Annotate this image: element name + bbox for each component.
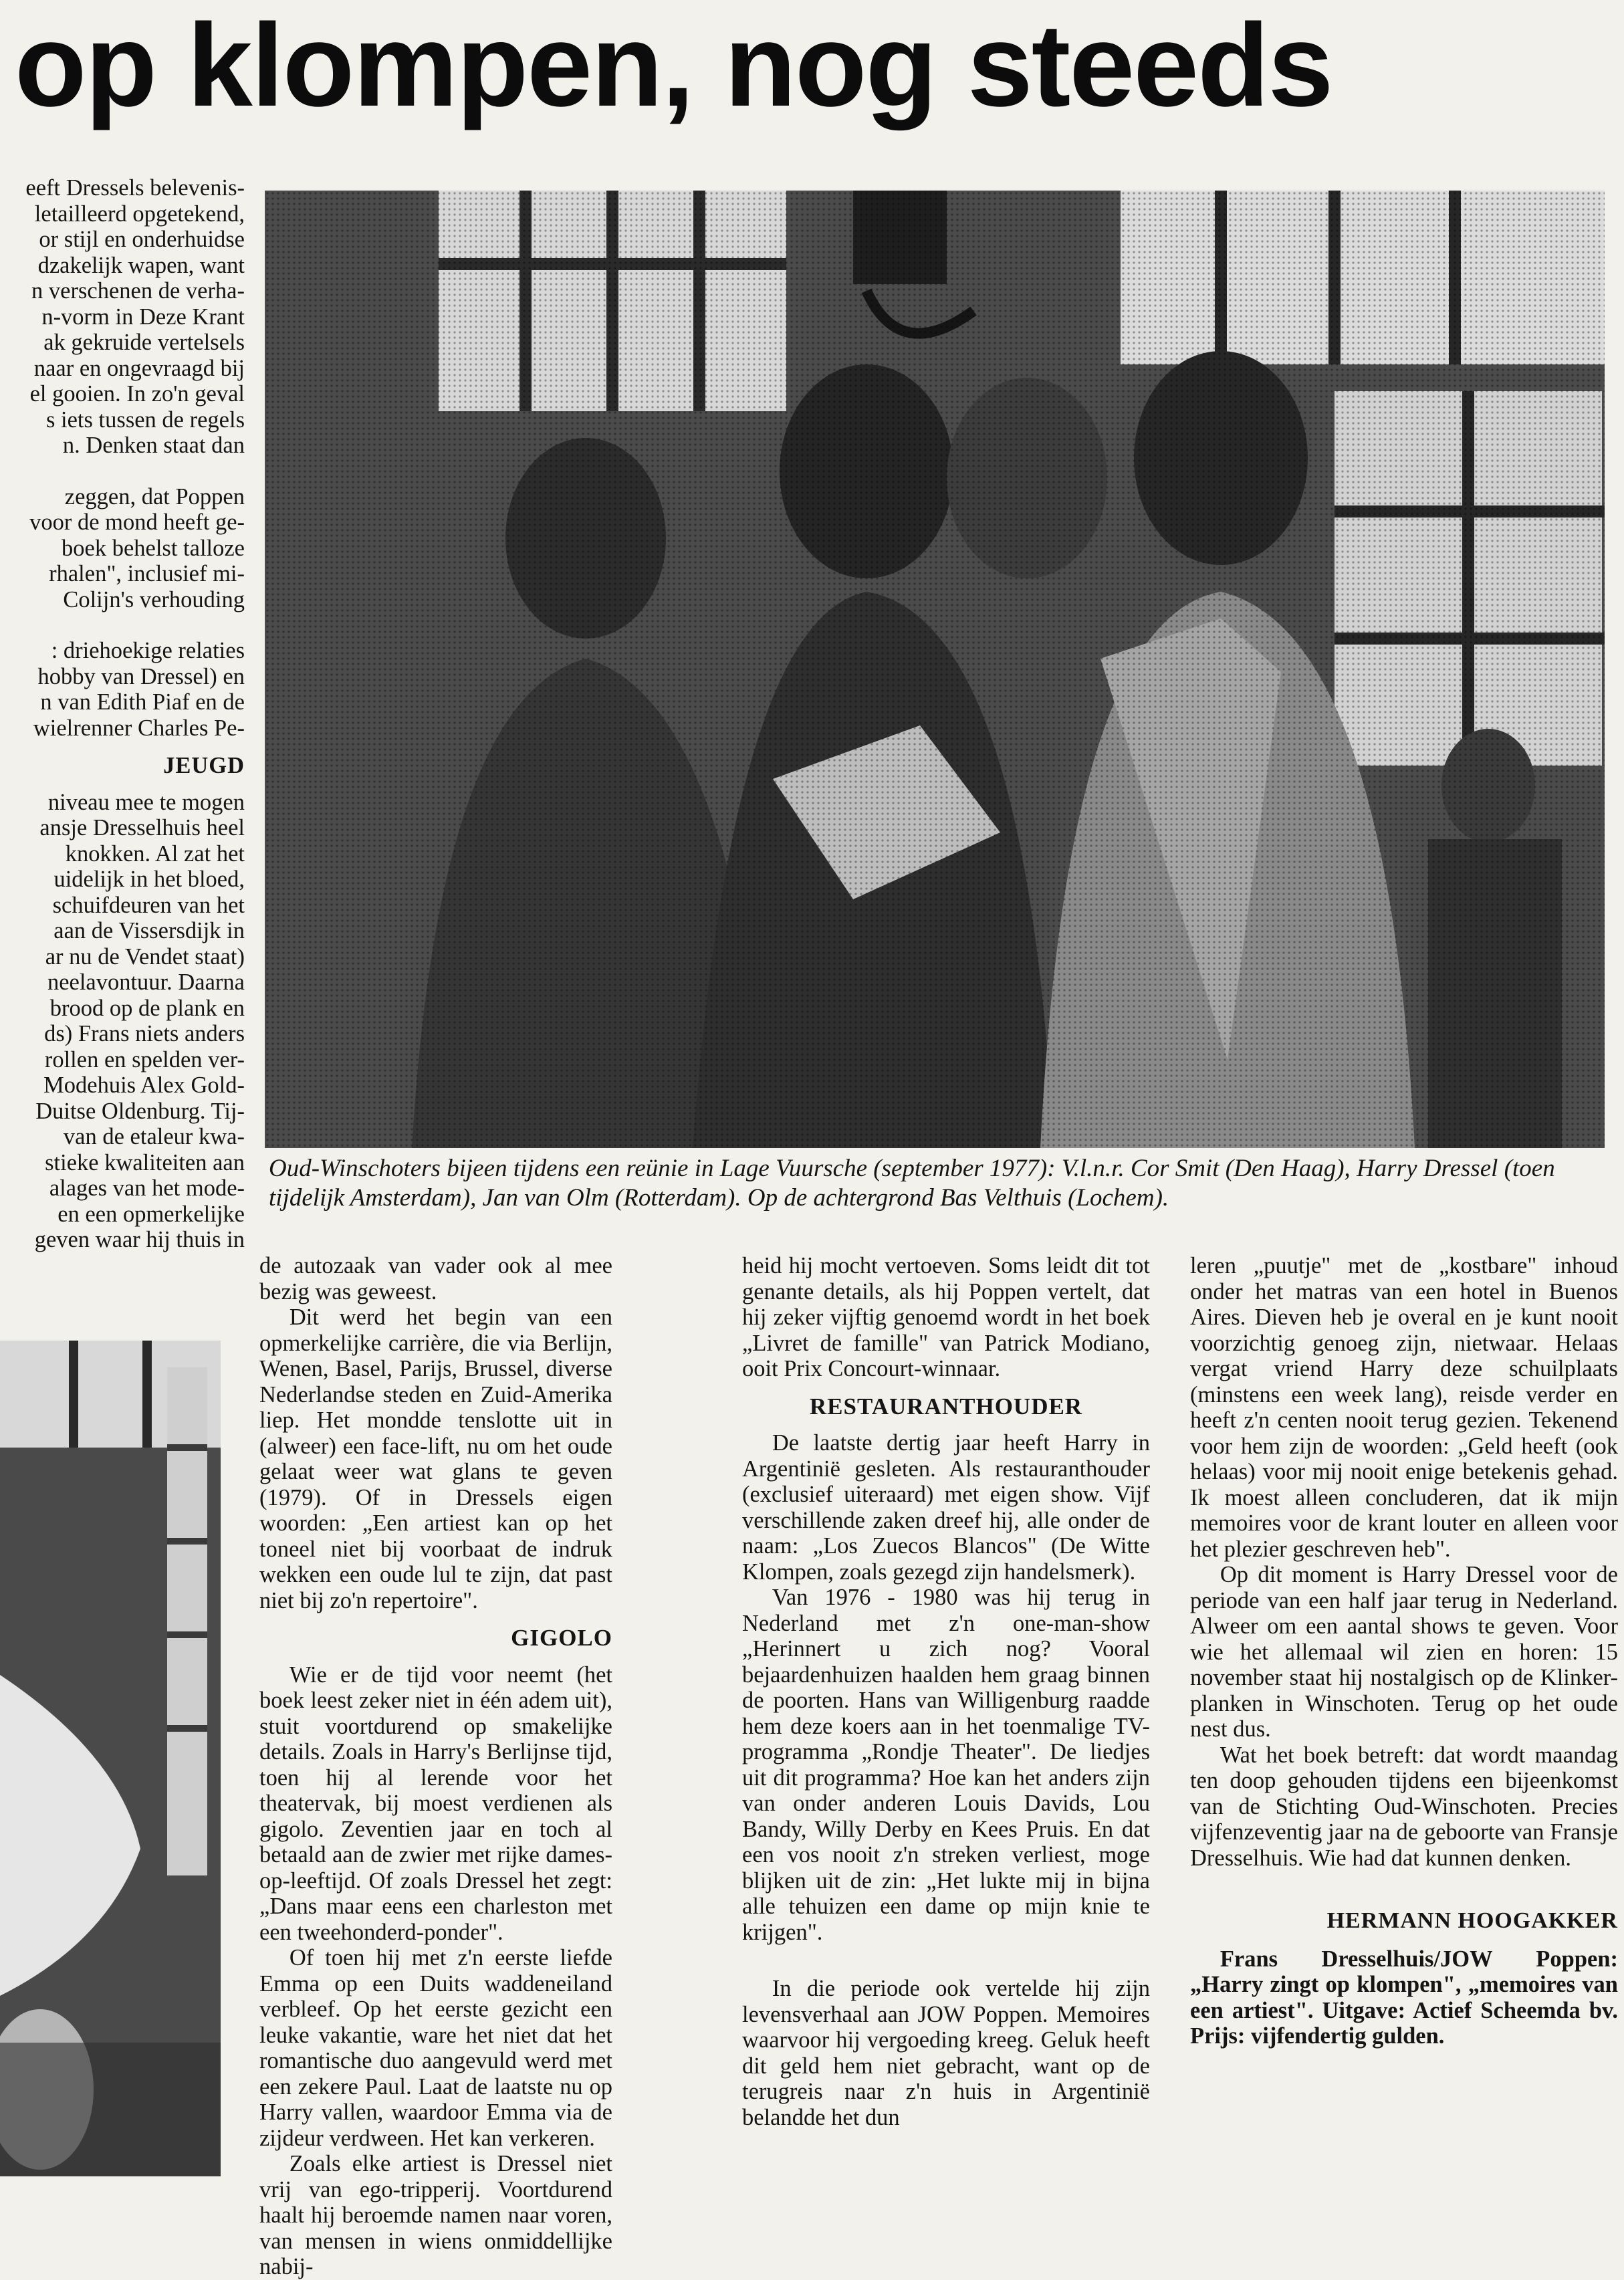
left-column-line: schuifdeuren van het <box>52 892 245 918</box>
left-column-line: rhalen", inclusief mi- <box>49 561 245 586</box>
small-photo-graphic <box>0 1341 221 2176</box>
left-lines-mid2 <box>0 638 245 741</box>
left-column-line: neelavontuur. Daarna <box>47 970 245 995</box>
left-column-line: wielrenner Charles Pe- <box>33 715 245 741</box>
author-byline: HERMANN HOOGAKKER <box>1326 1908 1618 1933</box>
left-column-line: ak gekruide vertelsels <box>43 330 245 355</box>
left-column-line: en een opmerkelijke <box>57 1201 245 1227</box>
left-column-line: boek behelst talloze <box>62 535 245 561</box>
article-column-2 <box>259 1253 612 2279</box>
left-column-line: dzakelijk wapen, want <box>37 252 245 278</box>
left-column-line: alages van het mode- <box>49 1175 245 1201</box>
left-column-line: voor de mond heeft ge- <box>29 509 245 535</box>
left-column-line: zeggen, dat Poppen <box>64 483 245 509</box>
left-column-line: : driehoekige relaties <box>51 638 245 663</box>
headline: op klompen, nog steeds <box>15 0 1332 131</box>
left-column-line: Modehuis Alex Gold- <box>43 1072 245 1098</box>
left-column-line: eeft Dressels belevenis- <box>25 175 245 201</box>
left-subheading: JEUGD <box>163 753 245 778</box>
col4-para-2: Op dit moment is Harry Dressel voor de periode van een half jaar terug in Nederland. Alweer om een aantal shows te geven. Voor wie het allemaal wil zien en horen: 15 november staat hij nostalgisch op de Klinker-planken in Winschoten. Terug op het oude nest dus. <box>1190 1562 1618 1742</box>
left-column-line: el gooien. In zo'n geval <box>29 381 245 407</box>
left-column-line: naar en ongevraagd bij <box>33 355 245 381</box>
left-lines-bottom <box>0 790 245 1253</box>
col3-para-1: heid hij mocht vertoeven. Soms leidt dit tot genante details, als hij Poppen vertelt, dat hij zeker vijftig genoemd wordt in het boek „Livret de famille" van Patrick Modiano, ooit Prix Concourt-winnaar. <box>742 1253 1150 1381</box>
left-column-line: n verschenen de verha- <box>31 278 245 304</box>
left-column-line: niveau mee te mogen <box>47 789 245 815</box>
left-column-line: n. Denken staat dan <box>62 433 245 458</box>
left-column-line: hobby van Dressel) en <box>37 663 245 689</box>
photo-caption: Oud-Winschoters bijeen tijdens een reünie in Lage Vuursche (september 1977): V.l.n.r. Cor Smit (Den Haag), Harry Dressel (toen tijdelijk Amsterdam), Jan van Olm (Rotterdam). Op de achtergrond Bas Velthuis (Lochem). <box>269 1155 1555 1212</box>
small-photo <box>0 1341 221 2176</box>
left-column-line: n-vorm in Deze Krant <box>41 304 245 330</box>
left-column-line: uidelijk in het bloed, <box>53 867 245 892</box>
col2-para-5: Zoals elke artiest is Dressel niet vrij van ego-tripperij. Voortdurend haalt hij beroemde namen naar voren, van mensen in wiens onmiddellijke nabij- <box>259 2151 612 2279</box>
article-column-4 <box>1190 1253 1618 2243</box>
left-column-line: aan de Vissersdijk in <box>53 918 245 943</box>
left-column-line: or stijl en onderhuidse <box>39 227 245 252</box>
col3-para-2: De laatste dertig jaar heeft Harry in Argentinië gesleten. Als restauranthouder (exclusief uiteraard) met eigen show. Vijf verschillende zaken dreef hij, alle onder de naam: „Los Zuecos Blancos" (De Witte Klompen, zoals gezegd zijn handelsmerk). <box>742 1430 1150 1585</box>
col3-para-4: In die periode ook vertelde hij zijn levensverhaal aan JOW Poppen. Memoires waarvoor hij vergoeding kreeg. Geluk heeft dit geld hem niet gebracht, want op de terugreis naar z'n huis in Argentinië belandde het dun <box>742 1976 1150 2130</box>
left-column-fragment <box>0 175 245 1325</box>
col2-subheading: GIGOLO <box>511 1625 612 1651</box>
col2-para-3: Wie er de tijd voor neemt (het boek leest zeker niet in één adem uit), stuit voortdurend op smakelijke details. Zoals in Harry's Berlijnse tijd, toen hij al lerende voor het theatervak, bij moest verdienen als gigolo. Zeventien jaar en toch al betaald aan de zwier met rijke dames-op-leeftijd. Of zoals Dressel het zegt: „Dans maar eens een charleston met een tweehonderd-ponder". <box>259 1662 612 1945</box>
left-lines-top <box>0 175 245 459</box>
left-column-line: s iets tussen de regels <box>45 407 245 433</box>
col3-para-3: Van 1976 - 1980 was hij terug in Nederland met z'n one-man-show „Herinnert u zich nog? Vooral bejaardenhuizen haalden hem graag binnen de poorten. Hans van Willigenburg raadde hem deze koers aan in het toenmalige TV-programma „Rondje Theater". De liedjes uit dit programma? Hoe kan het anders zijn van onder anderen Louis Davids, Lou Bandy, Willy Derby en Kees Pruis. En dat een vos nooit z'n streken verliest, moge blijken uit de zin: „Het lukte mij in bijna alle tehuizen een dame op mijn knie te krijgen". <box>742 1585 1150 1945</box>
left-column-line: geven waar hij thuis in <box>34 1227 245 1252</box>
left-column-line: ar nu de Vendet staat) <box>45 943 245 970</box>
book-info: Frans Dresselhuis/JOW Poppen: „Harry zingt op klompen", „memoires van een artiest". Uitgave: Actief Scheemda bv. Prijs: vijfendertig gulden. <box>1190 1946 1618 2049</box>
left-column-line: brood op de plank en <box>49 995 245 1021</box>
left-column-line: letailleerd opgetekend, <box>34 201 245 227</box>
reunion-photo-graphic <box>265 191 1605 1148</box>
left-column-line: knokken. Al zat het <box>65 840 245 867</box>
left-column-line: rollen en spelden ver- <box>44 1046 245 1072</box>
left-column-line: van de etaleur kwa- <box>63 1124 245 1149</box>
col2-para-4: Of toen hij met z'n eerste liefde Emma op een Duits waddeneiland verbleef. Op het eerste gezicht een leuke vakantie, ware het niet dat het romantische duo aangevuld werd met een zekere Paul. Laat de laatste nu op Harry vallen, waardoor Emma via de zijdeur verdween. Het kan verkeren. <box>259 1945 612 2151</box>
col2-para-2: Dit werd het begin van een opmerkelijke carrière, die via Berlijn, Wenen, Basel, Parijs, Brussel, diverse Nederlandse steden en Zuid-Amerika liep. Het mondde tenslotte uit in (alweer) een face-lift, nu om het oude gelaat weer wat glans te geven (1979). Of in Dressels eigen woorden: „Een artiest kan op het toneel niet bij voorbaat de indruk wekken een oude lul te zijn, dat past niet bij zo'n repertoire". <box>259 1304 612 1613</box>
left-column-line: stieke kwaliteiten aan <box>45 1149 245 1175</box>
col4-para-3: Wat het boek betreft: dat wordt maandag ten doop gehouden tijdens een bijeenkomst van de Stichting Oud-Winschoten. Precies vijfenzeventig jaar na de geboorte van Fransje Dresselhuis. Wie had dat kunnen denken. <box>1190 1742 1618 1871</box>
left-column-line: ansje Dresselhuis heel <box>39 815 245 840</box>
left-column-line: Duitse Oldenburg. Tij- <box>35 1098 245 1124</box>
col4-para-1: leren „puutje" met de „kostbare" inhoud onder het matras van een hotel in Buenos Aires. Dieven heb je overal en je kunt nooit voorzichtig genoeg zijn, nietwaar. Helaas vergat vriend Harry deze schuilplaats (minstens een week lang), reisde verder en heeft z'n centen nooit terug gezien. Tekenend voor hem zijn de woorden: „Geld heeft (ook helaas) voor mij nooit enige betekenis gehad. Ik moest alleen concluderen, dat ik mijn memoires voor de krant louter en alleen voor het plezier geschreven heb". <box>1190 1253 1618 1562</box>
left-lines-mid1 <box>0 484 245 613</box>
left-column-line: Colijn's verhouding <box>63 586 245 612</box>
left-column-line: ds) Frans niets anders <box>44 1021 245 1046</box>
article-column-3 <box>742 1253 1150 2243</box>
col2-para-1: de autozaak van vader ook al mee bezig was geweest. <box>259 1253 612 1304</box>
left-column-line: n van Edith Piaf en de <box>40 689 245 715</box>
reunion-photo <box>265 191 1605 1148</box>
col3-subheading: RESTAURANTHOUDER <box>809 1393 1083 1419</box>
